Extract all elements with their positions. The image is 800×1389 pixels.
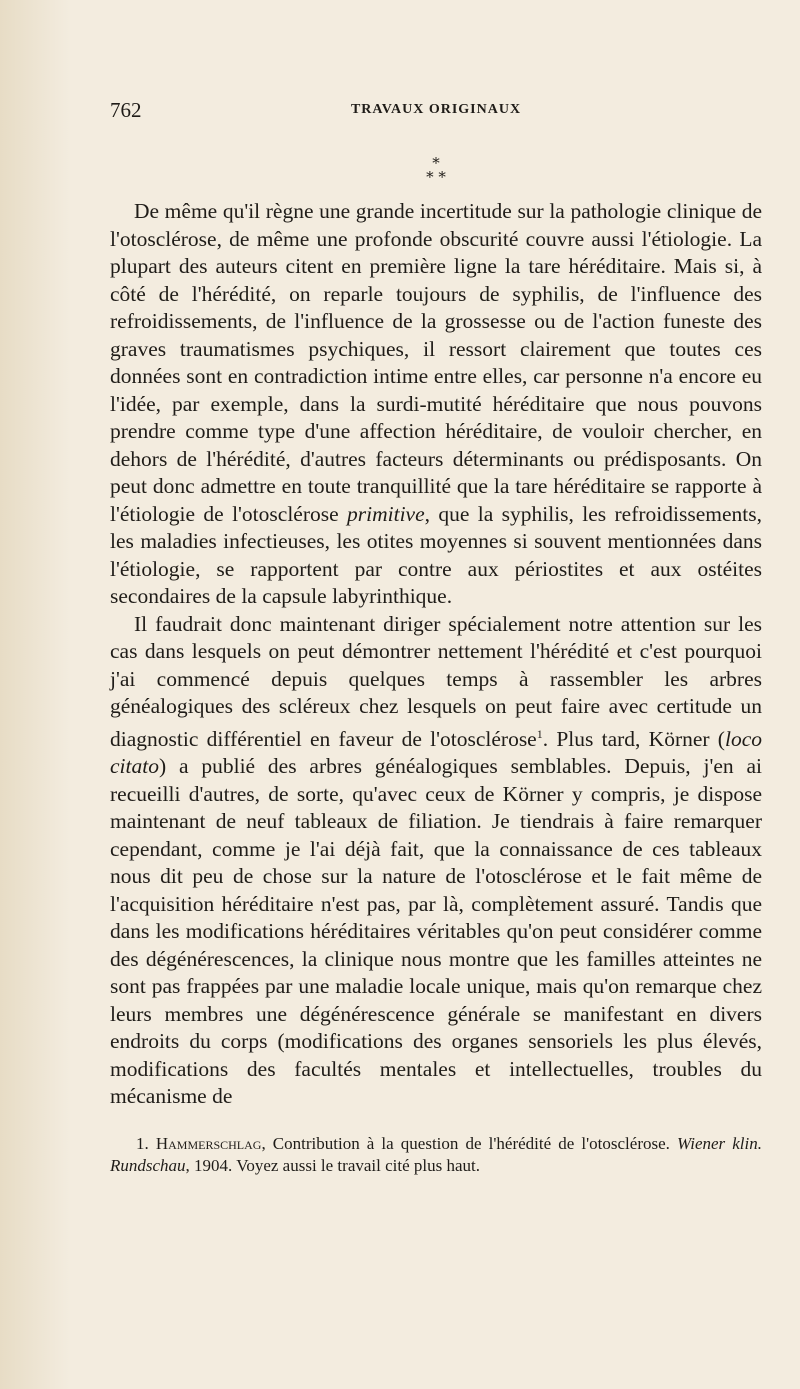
asterism-bottom: * * — [426, 168, 446, 186]
section-separator — [110, 156, 762, 184]
paragraph-1-text-end: , que la syphilis, les refroidissements, les maladies infectieuses, les otites moyennes si souvent mentionnées dans l'étiologie, se rapportent par contre aux périostites et aux ostéites secondaires de la capsule labyrinthique. — [110, 501, 763, 608]
footnote-reference[interactable]: 1 — [536, 726, 543, 741]
asterism-top: * — [432, 154, 440, 172]
page-number: 762 — [110, 98, 142, 122]
paragraph-2-text: Il faudrait donc maintenant diriger spécialement notre attention sur les cas dans lesquels on peut démontrer nettement l'hérédité et c'est pourquoi j'ai commencé depuis quelques temps à rassembler les arbres généalogiques des scléreux chez lesquels on peut faire avec certitude un diagnostic différentiel en faveur de l'otosclérose — [110, 611, 762, 751]
footnote-title: , Contribution à la question de l'hérédité de l'otosclérose. — [261, 1133, 677, 1153]
main-text — [110, 198, 762, 1111]
paragraph-etiology — [110, 198, 762, 611]
paragraph-1-text: De même qu'il règne une grande incertitude sur la pathologie clinique de l'otosclérose, de même une profonde obscurité couvre aussi l'étiologie. La plupart des auteurs citent en première ligne la tare héréditaire. Mais si, à côté de l'hérédité, on reparle toujours de syphilis, de l'influence des refroidissements, de l'influence de la grossesse ou de l'action funeste des graves traumatismes psychiques, il ressort clairement que toutes ces données sont en contradiction intime entre elles, car personne n'a encore eu l'idée, par exemple, dans la surdi-mutité héréditaire que nous pouvons prendre comme type d'une affection héréditaire, de vouloir chercher, en dehors de l'hérédité, d'autres facteurs déterminants ou prédisposants. On peut donc admettre en toute tranquillité que la tare héréditaire se rapporte à l'étiologie de l'otosclérose — [110, 199, 762, 526]
footnote-tail: , 1904. Voyez aussi le travail cité plus haut. — [185, 1156, 481, 1176]
footnote-1 — [110, 1133, 762, 1178]
footnote-journal: Wiener klin. Rundschau — [110, 1133, 762, 1176]
emphasis-primitive: primitive — [347, 501, 425, 526]
page-edge-shadow — [0, 0, 70, 1389]
running-head — [110, 96, 762, 132]
paragraph-2-text-end: ) a publié des arbres généalogiques semblables. Depuis, j'en ai recueilli d'autres, de sorte, qu'avec ceux de Körner y compris, je dispose maintenant de neuf tableaux de filiation. Je tiendrais à faire remarquer cependant, comme je l'ai déjà fait, que la connaissance de ces tableaux nous dit peu de chose sur la nature de l'otosclérose et le fait même de l'acquisition héréditaire n'est pas, par là, complètement assuré. Tandis que dans les modifications héréditaires véritables qu'on peut considérer comme des dégénérescences, la clinique nous montre que les familles atteintes ne sont pas frappées par une maladie locale unique, mais qu'on remarque chez leurs membres une dégénérescence générale se manifestant en divers endroits du corps (modifications des organes sensoriels les plus élevés, modifications des facultés mentales et intellectuelles, troubles du mécanisme de — [110, 754, 762, 1109]
running-title: TRAVAUX ORIGINAUX — [350, 102, 522, 117]
paragraph-heredity — [110, 611, 762, 1111]
footnote-author: Hammerschlag — [155, 1133, 262, 1153]
book-page — [110, 96, 762, 1178]
footnote — [110, 1133, 762, 1178]
footnote-number: 1. — [136, 1133, 149, 1153]
citation-loco-citato: loco citato — [110, 726, 762, 779]
paragraph-2-text-mid: . Plus tard, Körner ( — [542, 726, 725, 751]
